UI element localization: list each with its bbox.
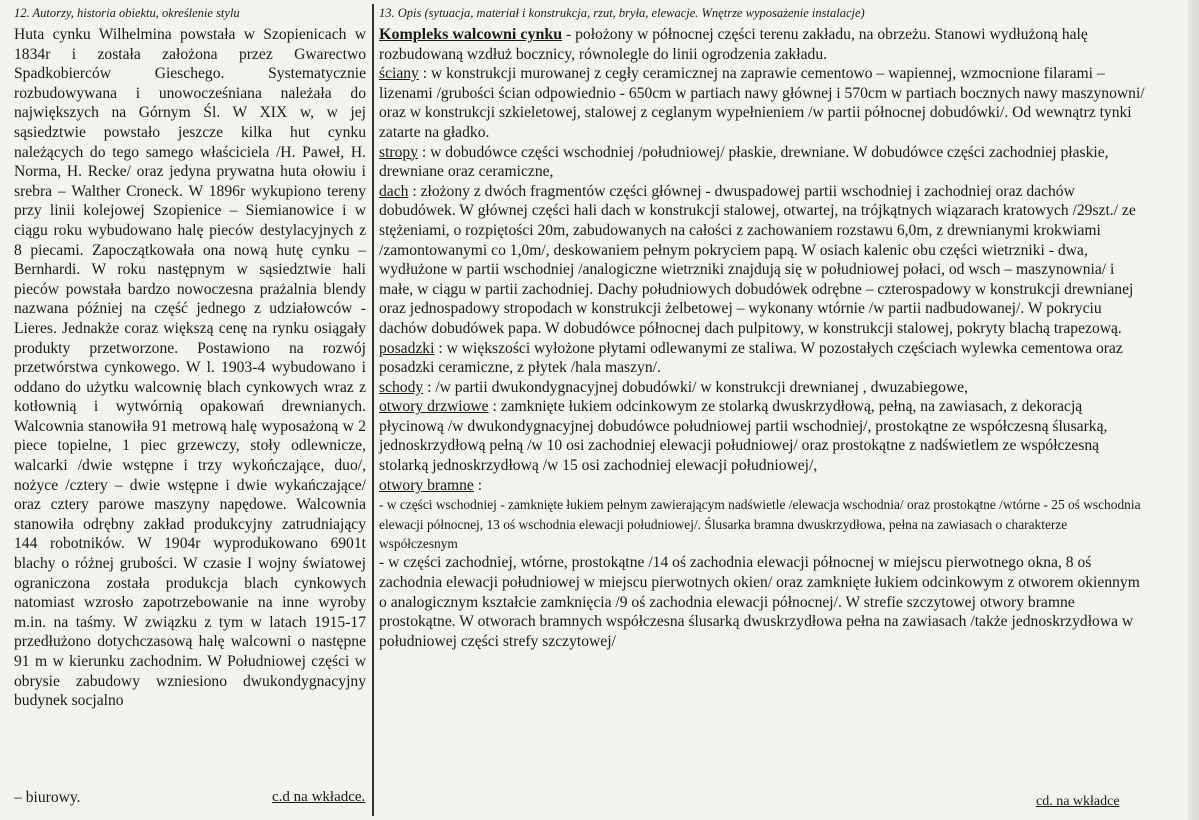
walls-paragraph: ściany : w konstrukcji murowanej z cegły ceramicznej na zaprawie cementowo – wapiennej, wzmocnione filarami – lizenami /grubości ścian odpowiednio - 650cm w partiach nawy głównej i 570cm w partiach bocznych nawy maszynowni/ oraz w konstrukcji szkieletowej, stalowej z ceglanym wypełnieniem /w partii północnej dobudówki/. Od wewnątrz tynki zatarte na gładko. <box>379 65 1145 141</box>
history-last-line: – biurowy. <box>14 789 81 806</box>
gates-east-paragraph: - w części wschodniej - zamknięte łukiem pełnym zawierającym nadświetle /elewacja wschodnia/ oraz prostokątne /wtórne - 25 oś wschodnia elewacji północnej, 13 oś wschodnia elewacji południowej/. Ślusarka bramna dwuskrzydłowa, pełna na zawiasach o charakterze współczesnym <box>379 497 1141 552</box>
doors-paragraph: otwory drzwiowe : zamknięte łukiem odcinkowym ze stolarką dwuskrzydłową, pełną, na zawiasach, z dekoracją płycinową /w dwukondygnacyjnej dobudówce południowej partii wschodniej/, prostokątne ze współczesną ślusarką, jednoskrzydłową pełną /w 10 osi zachodniej elewacji południowej/ oraz prostokątne z nadświetlem ze współczesną stolarką jednoskrzydłową /w 15 osi zachodniej elewacji południowej/, <box>379 398 1108 475</box>
description-heading: 13. Opis (sytuacja, materiał i konstrukcja, rzut, bryła, elewacje. Wnętrze wyposażenie instalacje) <box>379 6 865 20</box>
stairs-label: schody <box>379 378 424 396</box>
description-column <box>379 6 1145 814</box>
gates-label: otwory bramne <box>379 476 474 494</box>
gates-heading: otwory bramne : <box>379 476 483 494</box>
page-edge <box>1188 0 1199 820</box>
history-column <box>14 6 366 814</box>
ceilings-label: stropy <box>379 143 418 161</box>
description-body <box>379 25 1145 651</box>
intro-paragraph: Kompleks walcowni cynku - położony w północnej części terenu zakładu, na obrzeżu. Stanowi wydłużoną halę rozbudowaną wzdłuż bocznicy, równolegle do linii ogrodzenia zakładu. <box>379 26 1088 63</box>
complex-title: Kompleks walcowni cynku <box>379 26 563 43</box>
roof-paragraph: dach : złożony z dwóch fragmentów części głównej - dwuspadowej partii wschodniej i zachodniej oraz dachów dobudówek. W głównej części hali dach w konstrukcji stalowej, otwartej, na trójkątnych wiązarach kratowych /29szt./ ze stężeniami, o rozpiętości 20m, zabudowanych na całości z zachowaniem rozstawu 6,0m, z drewnianymi krokwiami /zamontowanymi co 1,0m/, deskowaniem pełnym pokryciem papą. W osiach kalenic obu części wietrzniki - dwa, wydłużone w partii wschodniej /analogiczne wietrzniki znajdują się w południowej połaci, od wsch – maszynownia/ i małe, w ciągu w partii zachodniej. Dachy południowych dobudówek odrębne – czterospadowy w konstrukcji drewnianej oraz jednospadowy stropodach w konstrukcji żelbetowej – wykonany wtórnie /w partii nadbudowanej/. W pokryciu dachów dobudówek papa. W dobudówce północnej dach pulpitowy, w konstrukcji stalowej, pokryty blachą trapezową. <box>379 182 1136 337</box>
floors-paragraph: posadzki : w większości wyłożone płytami odlewanymi ze staliwa. W pozostałych częściach wylewka cementowa oraz posadzki ceramiczne, z płytek /hala maszyn/. <box>379 339 1123 377</box>
history-text: Huta cynku Wilhelmina powstała w Szopienicach w 1834r i została założona przez Gwarectwo Spadkobierców Gieschego. Systematycznie rozbudowywana i unowocześniana należała do największych na Górnym Śl. W XIX w, w jej sąsiedztwie powstało jeszcze kilka hut cynku należących do tego samego właściciela /H. Paweł, H. Norma, H. Recke/ oraz jedyna prywatna huta ołowiu i srebra – Walther Croneck. W 1896r wykupiono tereny przy linii kolejowej Szopienice – Siemianowice i w ciągu roku wybudowano halę pieców destylacyjnych z 8 piecami. Zapoczątkowała ona nową hutę cynku – Bernhardi. W roku następnym w sąsiedztwie hali pieców powstała bardzo nowoczesna prażalnia blendy nazwana później na część jednego z udziałowców - Lieres. Jednakże coraz większą cenę na rynku osiągały produkty przetworzone. Postawiono na rozwój przetwórstwa cynkowego. W l. 1903-4 wybudowano i oddano do użytku walcownię blach cynkowych wraz z kotłownią i wytwórnią opakowań drewnianych. Walcownia stanowiła 91 metrową halę wyposażoną w 2 piece topielne, 1 piec grzewczy, stoły odlewnicze, walcarki /dwie wstępne i trzy wykończające, duo/, nożyce /cztery – dwie wstępne i dwie wykańczające/ oraz cztery parowe maszyny napędowe. Walcownia stanowiła odrębny zakład produkcyjny zatrudniający 144 robotników. W 1904r wyprodukowano 6901t blachy o różnej grubości. W czasie I wojny światowej ograniczona została produkcja blach cynkowych natomiast wzrosło zapotrzebowanie na inne wyroby m.in. na taśmy. W związku z tym w latach 1915-17 przedłużono dotychczasową halę walcowni o następne 91 m w kierunku zachodnim. W Południowej części w obrysie zabudowy wzniesiono dwukondygnacyjny budynek socjalno <box>14 26 366 710</box>
floors-label: posadzki <box>379 339 435 357</box>
description-continued-note: cd. na wkładce <box>1036 794 1120 809</box>
gates-west-paragraph: - w części zachodniej, wtórne, prostokątne /14 oś zachodnia elewacji północnej w miejscu pierwotnego okna, 8 oś zachodnia elewacji południowej w miejscu pierwotnych okien/ oraz zamknięte łukiem odcinkowym z otworem okiennym o analogicznym kształcie zamknięcia /9 oś zachodnia elewacji północnej/. W strefie szczytowej otwory bramne prostokątne. W otworach bramnych współczesna ślusarką dwuskrzydłowa pełna na zawiasach /także jednoskrzydłowa w południowej części strefy szczytowej/ <box>379 554 1140 650</box>
column-divider <box>372 4 374 816</box>
ceilings-paragraph: stropy : w dobudówce części wschodniej /południowej/ płaskie, drewniane. W dobudówce części zachodniej płaskie, drewniane oraz ceramiczne, <box>379 143 1109 181</box>
roof-label: dach <box>379 182 409 200</box>
history-continued-note: c.d na wkładce. <box>272 789 366 805</box>
walls-label: ściany <box>379 65 419 83</box>
history-heading: 12. Autorzy, historia obiektu, określenie stylu <box>14 6 240 20</box>
doors-label: otwory drzwiowe <box>379 398 489 416</box>
stairs-paragraph: schody : /w partii dwukondygnacyjnej dobudówki/ w konstrukcji drewnianej , dwuzabiegowe, <box>379 378 968 396</box>
